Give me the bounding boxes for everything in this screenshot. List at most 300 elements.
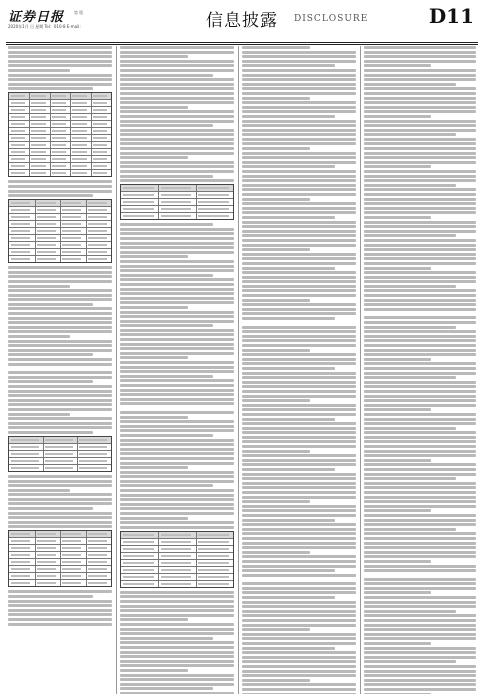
table-cell-border [29,107,30,113]
table-cell [11,446,39,448]
text-line [364,253,476,256]
text-line [242,74,356,77]
text-line [242,83,356,86]
table-cell-border [50,142,51,148]
text-line [242,440,356,443]
text-line [120,398,234,401]
table-cell-border [91,142,92,148]
text-line [364,633,476,636]
text-line [120,97,234,100]
table-cell [79,453,107,455]
table-cell [93,158,107,160]
table-cell [72,95,86,97]
text-line [364,142,476,145]
text-line [8,358,112,361]
table-cell-border [35,552,36,558]
table-cell-border [86,538,87,544]
text-line [364,418,476,421]
text-line [8,489,70,492]
text-line [364,656,476,659]
table-cell-border [60,573,61,579]
text-line [364,381,476,384]
text-line [364,591,431,594]
text-line [242,367,335,370]
text-line [120,297,234,300]
text-line [242,216,335,219]
text-line [120,480,234,483]
text-line [364,244,476,247]
text-line [8,87,93,90]
text-line [120,352,234,355]
text-line [242,175,356,178]
table-header-row [121,532,233,539]
table-row [9,444,111,451]
text-line [120,443,234,446]
table-cell [93,172,107,174]
text-line [8,394,112,397]
text-line [8,307,112,310]
table-cell [62,540,81,542]
text-line [120,329,234,332]
table-cell [88,216,107,218]
text-line [8,613,112,616]
text-line [242,408,356,411]
table-cell-border [70,135,71,141]
text-line [364,532,476,535]
text-line [364,83,456,86]
table-cell [123,215,154,217]
text-line [120,333,234,336]
text-line [242,546,356,549]
table-cell-border [196,199,197,205]
table-cell-border [43,444,44,450]
text-line [242,308,356,311]
table-cell-border [70,128,71,134]
text-line [364,546,476,549]
table-cell-border [158,567,159,573]
text-line [120,498,234,501]
table-cell [62,251,81,253]
table-cell-border [50,114,51,120]
text-line [242,509,356,512]
text-line [242,202,356,205]
text-line [364,239,476,242]
table-row [9,465,111,471]
table-cell-border [35,566,36,572]
table-cell-border [60,200,61,206]
table-cell [72,151,86,153]
text-line [364,55,476,58]
table-cell-border [35,228,36,234]
text-line [242,339,356,342]
table-cell [62,533,81,535]
text-line [242,422,356,425]
text-line [364,74,476,77]
text-line [242,46,310,49]
table-cell [198,187,229,189]
table-cell [72,158,86,160]
text-line [242,390,356,393]
table-cell-border [77,458,78,464]
table-cell [11,223,30,225]
text-line [242,491,356,494]
table-cell [88,230,107,232]
text-line [242,244,356,247]
text-line [8,55,112,58]
text-line [120,161,234,164]
text-line [120,124,213,127]
table-cell-border [35,200,36,206]
text-line [242,372,356,375]
text-line [364,344,476,347]
text-line [242,211,356,214]
table-cell [198,208,229,210]
text-line [120,457,234,460]
table-row [9,107,111,114]
text-line [364,46,476,49]
text-line [120,651,234,654]
text-line [242,262,356,265]
text-line [120,379,234,382]
table-cell [72,130,86,132]
text-line [242,280,356,283]
text-line [120,83,234,86]
text-line [120,147,234,150]
text-line [8,294,112,297]
text-line [120,265,234,268]
text-line [120,324,213,327]
table-cell [62,216,81,218]
table-cell [198,583,229,585]
text-line [8,69,70,72]
table-row [9,207,111,214]
text-line [364,528,456,531]
column-divider [238,46,239,694]
text-line [120,292,234,295]
table-cell-border [158,206,159,212]
table-cell [31,116,45,118]
text-line [242,647,335,650]
table-cell [88,223,107,225]
text-line [364,289,476,292]
table-cell-border [91,107,92,113]
article-column-3 [242,46,356,694]
table-cell [11,130,25,132]
text-line [364,188,476,191]
text-line [8,330,112,333]
text-line [242,381,356,384]
text-line [120,283,234,286]
text-line [242,693,356,694]
table-cell [11,137,25,139]
text-line [364,175,476,178]
table-cell [93,165,107,167]
text-line [242,450,310,453]
text-line [8,623,112,626]
table-cell [37,547,56,549]
text-line [364,276,476,279]
text-line [242,248,310,251]
text-line [242,317,335,320]
table-cell [37,251,56,253]
text-line [364,683,476,686]
text-line [242,349,310,352]
text-line [242,147,310,150]
text-line [120,646,234,649]
masthead [6,4,478,44]
text-line [242,230,356,233]
text-line [8,502,112,505]
text-line [242,482,356,485]
text-line [364,147,476,150]
table-cell-border [29,128,30,134]
text-line [242,569,335,572]
text-line [242,574,356,577]
table-cell [11,467,39,469]
text-line [364,509,431,512]
text-line [364,619,476,622]
text-line [242,78,356,81]
text-line [242,542,356,545]
table-row [121,574,233,581]
text-line [8,595,93,598]
table-cell [11,453,39,455]
table-cell [88,251,107,253]
table-cell [62,202,81,204]
table-cell-border [70,156,71,162]
table-cell [11,251,30,253]
text-line [364,404,476,407]
text-line [364,500,476,503]
text-line [120,74,213,77]
text-line [120,641,234,644]
table-cell-border [77,444,78,450]
text-line [364,624,476,627]
table-cell [37,575,56,577]
table-cell-border [196,581,197,587]
table-cell [37,582,56,584]
text-line [364,184,456,187]
text-line [120,55,188,58]
text-line [364,408,431,411]
text-line [120,669,188,672]
table-cell-border [29,163,30,169]
table-cell-border [86,242,87,248]
table-cell [88,547,107,549]
text-line [364,445,476,448]
text-line [364,399,476,402]
table-cell [52,165,66,167]
table-cell [11,258,30,260]
text-line [364,427,456,430]
table-row [121,546,233,553]
text-line [364,605,476,608]
text-line [364,299,476,302]
text-line [242,133,356,136]
table-cell [88,209,107,211]
table-cell-border [35,256,36,262]
text-line [120,232,234,235]
text-line [120,664,234,667]
text-line [242,500,310,503]
table-cell-border [196,539,197,545]
text-line [120,269,234,272]
table-cell [198,201,229,203]
text-line [242,92,356,95]
text-line [242,276,356,279]
table-row [9,114,111,121]
table-cell-border [86,552,87,558]
text-line [364,665,476,668]
table-cell-border [196,206,197,212]
text-line [242,555,356,558]
table-cell [62,568,81,570]
text-line [364,78,476,81]
text-line [242,239,356,242]
table-cell-border [43,437,44,443]
text-line [242,551,310,554]
table-cell [198,555,229,557]
table-cell-border [91,163,92,169]
table-cell [11,109,25,111]
table-cell [37,540,56,542]
text-line [242,560,356,563]
table-cell-border [35,249,36,255]
text-line [242,161,356,164]
text-line [242,358,356,361]
text-line [242,51,356,54]
table-row [9,128,111,135]
table-cell [11,165,25,167]
table-cell [52,95,66,97]
text-line [242,271,356,274]
text-line [242,670,356,673]
table-cell [11,144,25,146]
table-cell-border [86,566,87,572]
text-line [120,600,234,603]
text-line [364,216,431,219]
text-line [120,361,234,364]
text-line [120,320,234,323]
text-line [242,679,310,682]
text-line [120,69,234,72]
text-line [364,165,431,168]
text-line [120,60,234,63]
table-cell [161,215,192,217]
text-line [364,395,476,398]
text-line [242,129,356,132]
text-line [364,372,476,375]
table-header-row [9,93,111,100]
table-cell [11,116,25,118]
text-line [364,198,476,201]
text-line [242,486,356,489]
table-cell-border [60,242,61,248]
text-line [242,87,356,90]
table-row [121,213,233,219]
table-row [9,135,111,142]
text-line [120,106,188,109]
text-line [242,477,356,480]
text-line [120,170,234,173]
table-cell-border [91,156,92,162]
table-cell [123,576,154,578]
table-header-row [9,531,111,538]
table-cell [198,548,229,550]
table-cell-border [35,207,36,213]
text-line [8,480,112,483]
text-line [242,624,356,627]
table-cell [88,533,107,535]
text-line [364,335,476,338]
text-line [242,142,356,145]
table-cell [31,102,45,104]
table-cell-border [86,256,87,262]
table-cell [11,172,25,174]
text-line [242,69,356,72]
table-row [9,235,111,242]
text-line [8,600,112,603]
text-line [242,257,356,260]
text-line [364,294,476,297]
text-line [120,452,234,455]
table-cell-border [43,451,44,457]
text-line [364,491,476,494]
text-line [364,601,476,604]
table-cell-border [158,192,159,198]
table-cell-border [60,228,61,234]
text-line [364,376,456,379]
table-cell-border [29,142,30,148]
text-line [364,431,476,434]
table-cell [11,209,30,211]
table-cell-border [50,156,51,162]
text-line [120,301,234,304]
text-line [120,46,234,49]
text-line [120,101,234,104]
text-line [364,450,476,453]
table-cell [62,575,81,577]
text-line [242,156,356,159]
text-line [242,610,356,613]
table-cell-border [43,458,44,464]
text-line [364,505,476,508]
table-cell [93,144,107,146]
text-line [364,551,476,554]
text-line [120,605,234,608]
text-line [364,578,476,581]
table-cell [93,116,107,118]
text-line [242,152,356,155]
text-line [8,417,112,420]
text-line [242,431,356,434]
text-line [120,274,213,277]
table-cell [11,202,30,204]
table-cell [88,568,107,570]
text-line [120,110,234,113]
table-cell-border [50,93,51,99]
table-cell-border [86,531,87,537]
text-line [8,289,112,292]
table-cell [11,561,30,563]
table-cell [37,202,56,204]
text-line [364,225,476,228]
text-line [120,306,188,309]
text-line [364,170,476,173]
text-line [120,92,234,95]
text-line [120,152,234,155]
text-line [8,609,112,612]
